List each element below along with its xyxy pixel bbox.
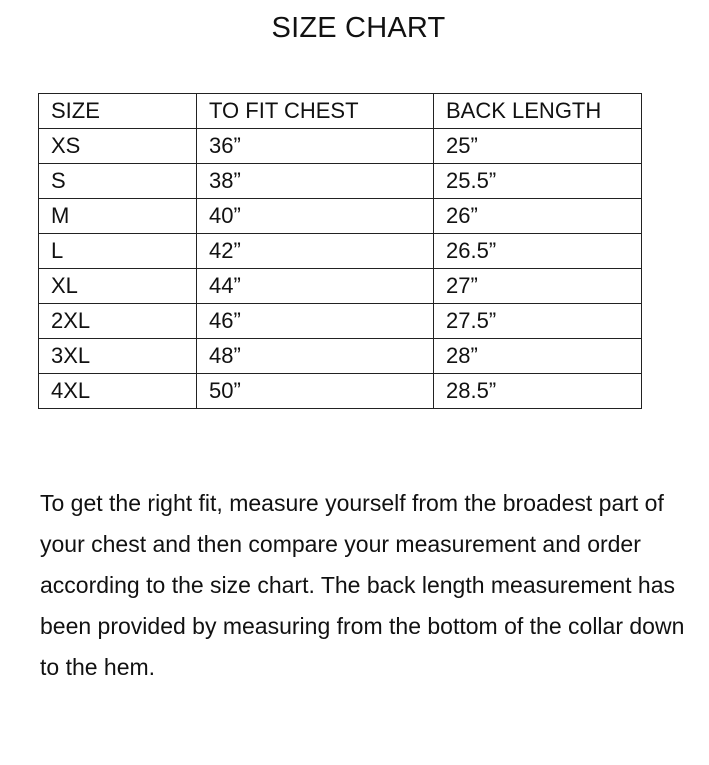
back-length-cell: 28”	[434, 339, 642, 374]
page-title: SIZE CHART	[271, 12, 446, 44]
chest-cell: 48”	[197, 339, 434, 374]
header-back-length: BACK LENGTH	[434, 94, 642, 129]
fit-instructions: To get the right fit, measure yourself from the broadest part of your chest and then compare your measurement and order according to the size chart. The back length measurement has been provided by measuring from the bottom of the collar down to the hem.	[40, 490, 685, 680]
size-cell: L	[39, 234, 197, 269]
size-cell: 2XL	[39, 304, 197, 339]
table-row	[39, 374, 642, 409]
back-length-cell: 25.5”	[434, 164, 642, 199]
size-cell: XL	[39, 269, 197, 304]
table-row	[39, 129, 642, 164]
back-length-cell: 27.5”	[434, 304, 642, 339]
table-row	[39, 269, 642, 304]
back-length-cell: 26”	[434, 199, 642, 234]
back-length-cell: 27”	[434, 269, 642, 304]
chest-cell: 50”	[197, 374, 434, 409]
chest-cell: 46”	[197, 304, 434, 339]
size-chart-table	[38, 93, 642, 409]
table-row	[39, 234, 642, 269]
size-cell: XS	[39, 129, 197, 164]
size-cell: 3XL	[39, 339, 197, 374]
header-row	[39, 94, 642, 129]
table-body	[39, 129, 642, 409]
back-length-cell: 26.5”	[434, 234, 642, 269]
size-cell: 4XL	[39, 374, 197, 409]
back-length-cell: 28.5”	[434, 374, 642, 409]
table-row	[39, 164, 642, 199]
back-length-cell: 25”	[434, 129, 642, 164]
chest-cell: 38”	[197, 164, 434, 199]
chest-cell: 42”	[197, 234, 434, 269]
size-cell: S	[39, 164, 197, 199]
table-row	[39, 339, 642, 374]
size-cell: M	[39, 199, 197, 234]
chest-cell: 40”	[197, 199, 434, 234]
table-header	[39, 94, 642, 129]
chest-cell: 44”	[197, 269, 434, 304]
header-chest: TO FIT CHEST	[197, 94, 434, 129]
header-size: SIZE	[39, 94, 197, 129]
table-row	[39, 304, 642, 339]
table-row	[39, 199, 642, 234]
chest-cell: 36”	[197, 129, 434, 164]
